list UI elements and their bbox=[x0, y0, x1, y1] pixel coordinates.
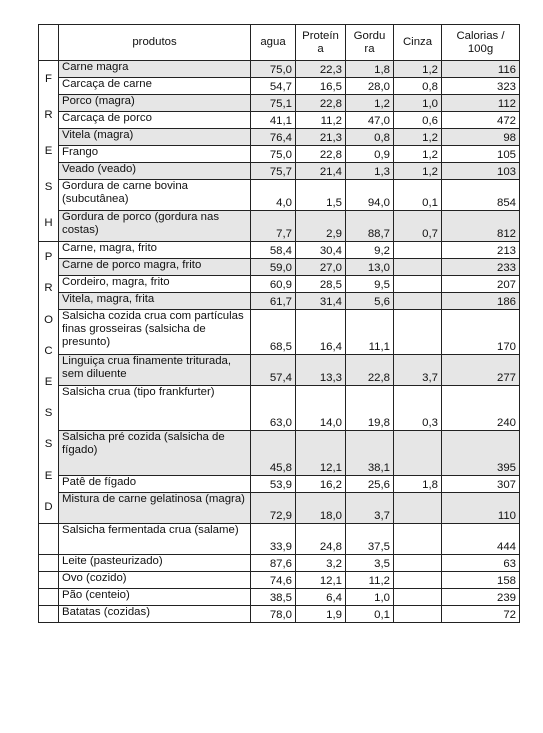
cell-agua: 75,7 bbox=[251, 163, 296, 180]
table-row bbox=[39, 431, 520, 476]
cell-cinza bbox=[394, 589, 442, 606]
table-row bbox=[39, 163, 520, 180]
table-row bbox=[39, 242, 520, 259]
cell-produto: Carcaça de porco bbox=[59, 112, 251, 129]
group-empty-cell bbox=[39, 555, 59, 572]
cell-produto: Salsicha cozida crua com partículas finas grosseiras (salsicha de presunto) bbox=[59, 310, 251, 355]
table-row bbox=[39, 606, 520, 623]
cell-cinza: 1,2 bbox=[394, 129, 442, 146]
cell-calorias: 105 bbox=[442, 146, 520, 163]
cell-proteina: 27,0 bbox=[296, 259, 346, 276]
cell-agua: 75,0 bbox=[251, 146, 296, 163]
group-empty-cell bbox=[39, 524, 59, 555]
table-row bbox=[39, 572, 520, 589]
cell-gordura: 11,2 bbox=[346, 572, 394, 589]
cell-cinza: 1,0 bbox=[394, 95, 442, 112]
cell-gordura: 0,9 bbox=[346, 146, 394, 163]
cell-proteina: 18,0 bbox=[296, 493, 346, 524]
cell-gordura: 19,8 bbox=[346, 386, 394, 431]
cell-agua: 57,4 bbox=[251, 355, 296, 386]
cell-produto: Ovo (cozido) bbox=[59, 572, 251, 589]
cell-proteina: 1,9 bbox=[296, 606, 346, 623]
cell-gordura: 3,7 bbox=[346, 493, 394, 524]
cell-proteina: 31,4 bbox=[296, 293, 346, 310]
cell-proteina: 21,3 bbox=[296, 129, 346, 146]
cell-cinza: 0,1 bbox=[394, 180, 442, 211]
cell-agua: 74,6 bbox=[251, 572, 296, 589]
group-letter: H bbox=[44, 216, 53, 229]
header-agua: agua bbox=[251, 25, 296, 61]
cell-gordura: 1,2 bbox=[346, 95, 394, 112]
cell-proteina: 6,4 bbox=[296, 589, 346, 606]
cell-cinza: 0,6 bbox=[394, 112, 442, 129]
cell-agua: 41,1 bbox=[251, 112, 296, 129]
cell-proteina: 16,4 bbox=[296, 310, 346, 355]
table-row bbox=[39, 310, 520, 355]
group-letter: P bbox=[44, 251, 53, 264]
header-proteina: Proteín a bbox=[296, 25, 346, 61]
cell-cinza: 1,8 bbox=[394, 476, 442, 493]
cell-calorias: 854 bbox=[442, 180, 520, 211]
cell-calorias: 812 bbox=[442, 211, 520, 242]
group-letter: S bbox=[44, 438, 53, 451]
cell-gordura: 13,0 bbox=[346, 259, 394, 276]
cell-agua: 61,7 bbox=[251, 293, 296, 310]
table-row bbox=[39, 355, 520, 386]
cell-gordura: 11,1 bbox=[346, 310, 394, 355]
cell-cinza: 0,3 bbox=[394, 386, 442, 431]
table-row bbox=[39, 555, 520, 572]
cell-agua: 68,5 bbox=[251, 310, 296, 355]
cell-produto: Porco (magra) bbox=[59, 95, 251, 112]
cell-calorias: 213 bbox=[442, 242, 520, 259]
cell-produto: Leite (pasteurizado) bbox=[59, 555, 251, 572]
cell-produto: Salsicha fermentada crua (salame) bbox=[59, 524, 251, 555]
table-row bbox=[39, 95, 520, 112]
cell-calorias: 186 bbox=[442, 293, 520, 310]
group-letter: R bbox=[44, 108, 53, 121]
cell-cinza: 1,2 bbox=[394, 163, 442, 180]
table-row bbox=[39, 112, 520, 129]
cell-calorias: 72 bbox=[442, 606, 520, 623]
cell-calorias: 158 bbox=[442, 572, 520, 589]
table-row bbox=[39, 61, 520, 78]
cell-calorias: 323 bbox=[442, 78, 520, 95]
cell-cinza bbox=[394, 242, 442, 259]
cell-gordura: 9,5 bbox=[346, 276, 394, 293]
cell-agua: 33,9 bbox=[251, 524, 296, 555]
cell-cinza: 1,2 bbox=[394, 61, 442, 78]
group-empty-cell bbox=[39, 606, 59, 623]
group-letter: S bbox=[44, 407, 53, 420]
cell-proteina: 28,5 bbox=[296, 276, 346, 293]
cell-cinza: 1,2 bbox=[394, 146, 442, 163]
cell-calorias: 110 bbox=[442, 493, 520, 524]
cell-gordura: 5,6 bbox=[346, 293, 394, 310]
cell-cinza bbox=[394, 555, 442, 572]
cell-gordura: 3,5 bbox=[346, 555, 394, 572]
cell-proteina: 14,0 bbox=[296, 386, 346, 431]
cell-cinza bbox=[394, 293, 442, 310]
cell-produto: Carne magra bbox=[59, 61, 251, 78]
table-row bbox=[39, 386, 520, 431]
table-row bbox=[39, 589, 520, 606]
cell-calorias: 395 bbox=[442, 431, 520, 476]
cell-proteina: 16,2 bbox=[296, 476, 346, 493]
cell-proteina: 16,5 bbox=[296, 78, 346, 95]
cell-proteina: 22,8 bbox=[296, 146, 346, 163]
cell-proteina: 11,2 bbox=[296, 112, 346, 129]
cell-produto: Vitela, magra, frita bbox=[59, 293, 251, 310]
cell-calorias: 112 bbox=[442, 95, 520, 112]
cell-agua: 72,9 bbox=[251, 493, 296, 524]
header-cinza: Cinza bbox=[394, 25, 442, 61]
table-row bbox=[39, 211, 520, 242]
cell-gordura: 22,8 bbox=[346, 355, 394, 386]
cell-agua: 75,1 bbox=[251, 95, 296, 112]
table-row bbox=[39, 293, 520, 310]
group-letter: C bbox=[44, 344, 53, 357]
cell-calorias: 103 bbox=[442, 163, 520, 180]
header-group-cell bbox=[39, 25, 59, 61]
cell-agua: 87,6 bbox=[251, 555, 296, 572]
cell-proteina: 12,1 bbox=[296, 431, 346, 476]
cell-gordura: 38,1 bbox=[346, 431, 394, 476]
cell-agua: 75,0 bbox=[251, 61, 296, 78]
cell-produto: Gordura de porco (gordura nas costas) bbox=[59, 211, 251, 242]
cell-calorias: 63 bbox=[442, 555, 520, 572]
cell-gordura: 94,0 bbox=[346, 180, 394, 211]
cell-gordura: 0,8 bbox=[346, 129, 394, 146]
cell-proteina: 12,1 bbox=[296, 572, 346, 589]
cell-agua: 53,9 bbox=[251, 476, 296, 493]
group-letter: S bbox=[44, 180, 53, 193]
cell-cinza bbox=[394, 493, 442, 524]
cell-produto: Linguiça crua finamente triturada, sem diluente bbox=[59, 355, 251, 386]
cell-cinza bbox=[394, 572, 442, 589]
cell-calorias: 207 bbox=[442, 276, 520, 293]
cell-cinza bbox=[394, 606, 442, 623]
table-row bbox=[39, 493, 520, 524]
table-row bbox=[39, 476, 520, 493]
cell-gordura: 0,1 bbox=[346, 606, 394, 623]
group-label-processados bbox=[39, 242, 59, 524]
nutrition-table-container bbox=[38, 24, 520, 623]
table-row bbox=[39, 78, 520, 95]
cell-agua: 59,0 bbox=[251, 259, 296, 276]
table-body bbox=[39, 61, 520, 623]
cell-gordura: 28,0 bbox=[346, 78, 394, 95]
cell-cinza bbox=[394, 524, 442, 555]
header-row bbox=[39, 25, 520, 61]
group-letter: F bbox=[45, 72, 52, 85]
cell-proteina: 22,8 bbox=[296, 95, 346, 112]
cell-cinza bbox=[394, 276, 442, 293]
cell-calorias: 98 bbox=[442, 129, 520, 146]
cell-calorias: 116 bbox=[442, 61, 520, 78]
cell-proteina: 1,5 bbox=[296, 180, 346, 211]
cell-gordura: 1,3 bbox=[346, 163, 394, 180]
cell-agua: 76,4 bbox=[251, 129, 296, 146]
cell-calorias: 277 bbox=[442, 355, 520, 386]
cell-proteina: 13,3 bbox=[296, 355, 346, 386]
cell-produto: Salsicha crua (tipo frankfurter) bbox=[59, 386, 251, 431]
table-row bbox=[39, 146, 520, 163]
cell-agua: 45,8 bbox=[251, 431, 296, 476]
cell-cinza bbox=[394, 259, 442, 276]
header-calorias: Calorias / 100g bbox=[442, 25, 520, 61]
table-row bbox=[39, 524, 520, 555]
cell-gordura: 9,2 bbox=[346, 242, 394, 259]
cell-calorias: 233 bbox=[442, 259, 520, 276]
cell-produto: Pão (centeio) bbox=[59, 589, 251, 606]
cell-produto: Cordeiro, magra, frito bbox=[59, 276, 251, 293]
cell-cinza: 0,7 bbox=[394, 211, 442, 242]
cell-produto: Frango bbox=[59, 146, 251, 163]
cell-cinza: 3,7 bbox=[394, 355, 442, 386]
cell-proteina: 21,4 bbox=[296, 163, 346, 180]
cell-proteina: 24,8 bbox=[296, 524, 346, 555]
table-row bbox=[39, 276, 520, 293]
cell-proteina: 3,2 bbox=[296, 555, 346, 572]
cell-agua: 4,0 bbox=[251, 180, 296, 211]
cell-agua: 63,0 bbox=[251, 386, 296, 431]
cell-cinza: 0,8 bbox=[394, 78, 442, 95]
cell-agua: 60,9 bbox=[251, 276, 296, 293]
cell-calorias: 444 bbox=[442, 524, 520, 555]
cell-agua: 58,4 bbox=[251, 242, 296, 259]
cell-produto: Carne de porco magra, frito bbox=[59, 259, 251, 276]
cell-produto: Mistura de carne gelatinosa (magra) bbox=[59, 493, 251, 524]
group-empty-cell bbox=[39, 589, 59, 606]
cell-calorias: 170 bbox=[442, 310, 520, 355]
cell-gordura: 47,0 bbox=[346, 112, 394, 129]
group-letter: R bbox=[44, 282, 53, 295]
cell-cinza bbox=[394, 310, 442, 355]
group-empty-cell bbox=[39, 572, 59, 589]
header-gordura: Gordu ra bbox=[346, 25, 394, 61]
cell-agua: 38,5 bbox=[251, 589, 296, 606]
cell-agua: 7,7 bbox=[251, 211, 296, 242]
cell-proteina: 30,4 bbox=[296, 242, 346, 259]
group-letter: O bbox=[44, 313, 53, 326]
cell-proteina: 22,3 bbox=[296, 61, 346, 78]
cell-produto: Carne, magra, frito bbox=[59, 242, 251, 259]
cell-agua: 78,0 bbox=[251, 606, 296, 623]
cell-produto: Batatas (cozidas) bbox=[59, 606, 251, 623]
cell-agua: 54,7 bbox=[251, 78, 296, 95]
group-letter: E bbox=[44, 469, 53, 482]
cell-produto: Salsicha pré cozida (salsicha de fígado) bbox=[59, 431, 251, 476]
group-letter: E bbox=[44, 375, 53, 388]
cell-calorias: 472 bbox=[442, 112, 520, 129]
table-row bbox=[39, 129, 520, 146]
header-produtos: produtos bbox=[59, 25, 251, 61]
cell-gordura: 25,6 bbox=[346, 476, 394, 493]
group-letter: D bbox=[44, 500, 53, 513]
cell-calorias: 239 bbox=[442, 589, 520, 606]
group-label-frescos bbox=[39, 61, 59, 242]
cell-produto: Carcaça de carne bbox=[59, 78, 251, 95]
nutrition-table bbox=[38, 24, 520, 623]
cell-produto: Veado (veado) bbox=[59, 163, 251, 180]
cell-gordura: 1,0 bbox=[346, 589, 394, 606]
cell-proteina: 2,9 bbox=[296, 211, 346, 242]
cell-gordura: 1,8 bbox=[346, 61, 394, 78]
cell-calorias: 240 bbox=[442, 386, 520, 431]
cell-gordura: 37,5 bbox=[346, 524, 394, 555]
table-row bbox=[39, 180, 520, 211]
cell-produto: Gordura de carne bovina (subcutânea) bbox=[59, 180, 251, 211]
cell-cinza bbox=[394, 431, 442, 476]
cell-produto: Vitela (magra) bbox=[59, 129, 251, 146]
cell-produto: Patê de fígado bbox=[59, 476, 251, 493]
table-row bbox=[39, 259, 520, 276]
cell-calorias: 307 bbox=[442, 476, 520, 493]
group-letter: E bbox=[44, 144, 53, 157]
cell-gordura: 88,7 bbox=[346, 211, 394, 242]
